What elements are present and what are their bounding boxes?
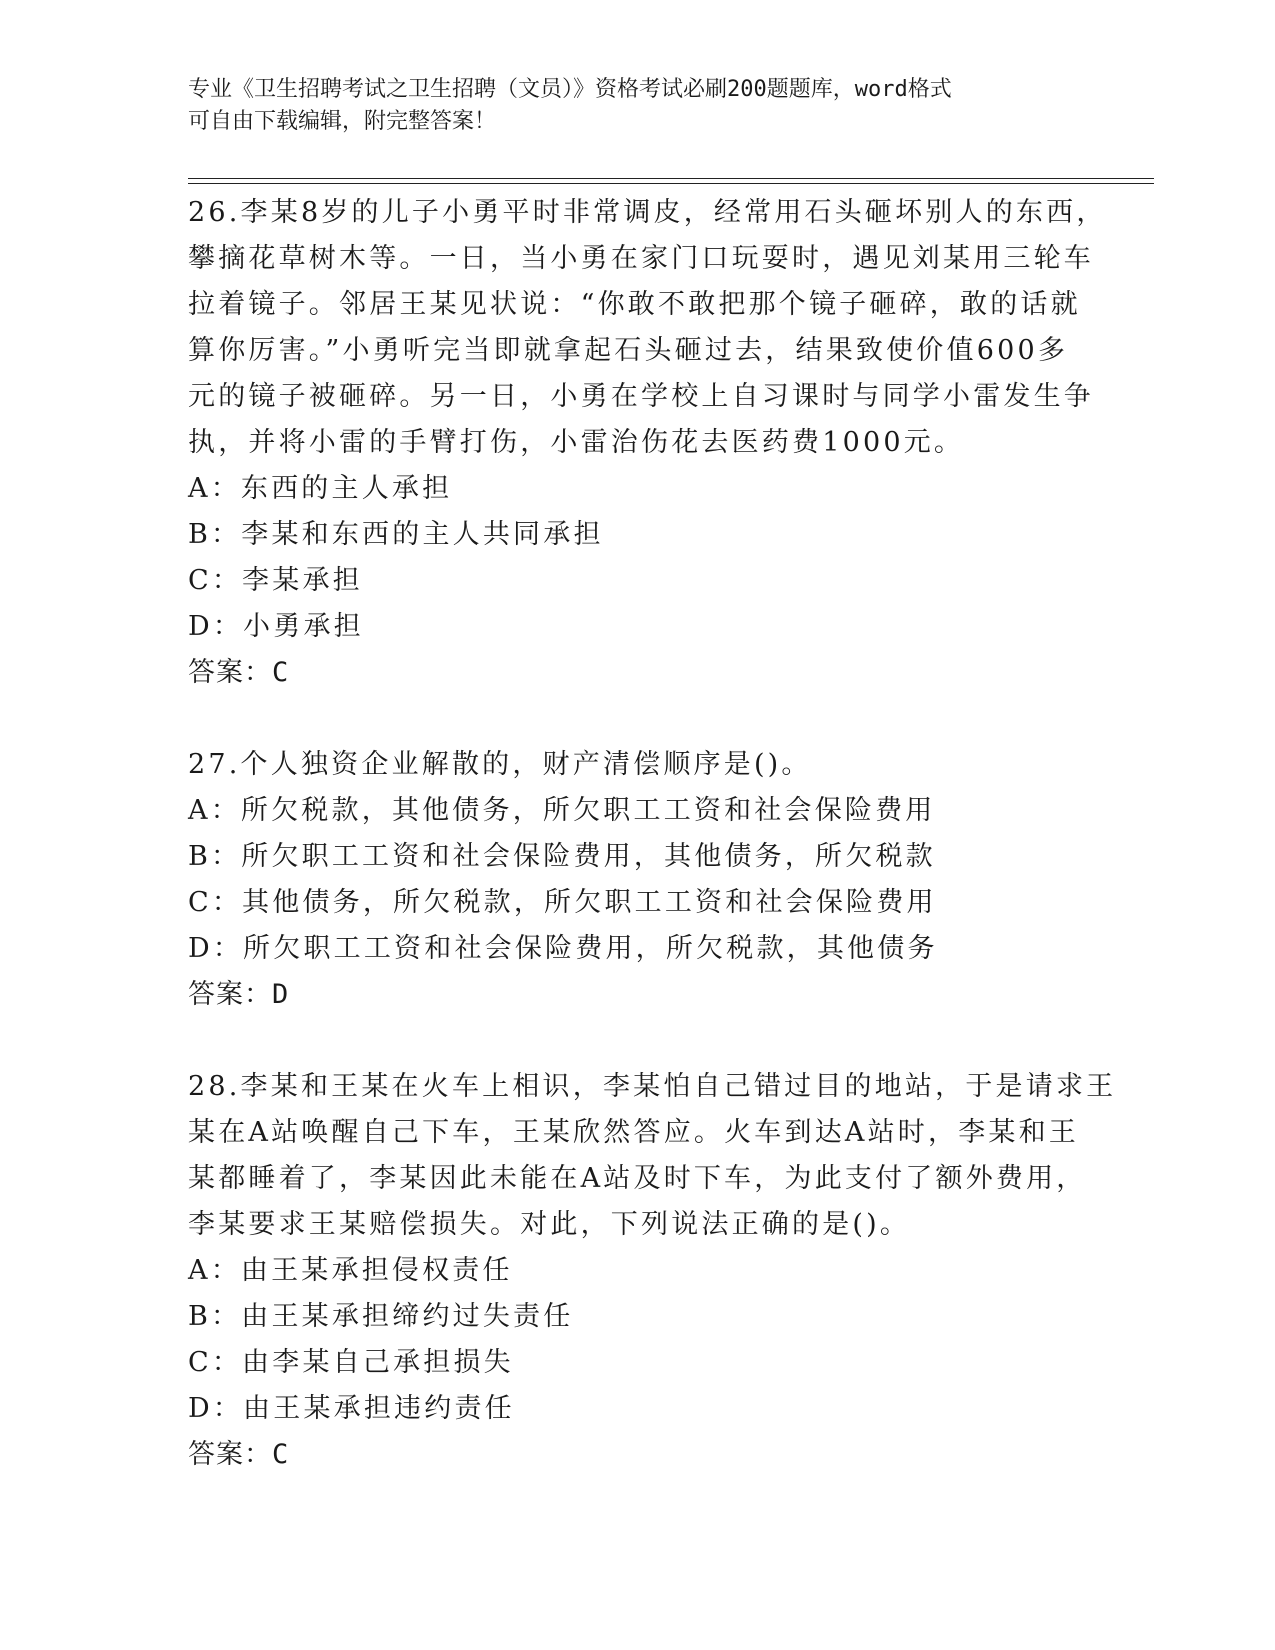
option-b: B：所欠职工工资和社会保险费用，其他债务，所欠税款	[188, 841, 936, 872]
answer-line: 答案：C	[188, 657, 290, 688]
question-stem-line: 元的镜子被砸碎。另一日，小勇在学校上自习课时与同学小雷发生争	[188, 381, 1094, 412]
question-spacer	[188, 1018, 1088, 1064]
option-a: A：所欠税款，其他债务，所欠职工工资和社会保险费用	[188, 795, 936, 826]
option-c: C：其他债务，所欠税款，所欠职工工资和社会保险费用	[188, 887, 937, 918]
option-c: C：李某承担	[188, 565, 363, 596]
answer-line: 答案：C	[188, 1439, 290, 1470]
question-spacer	[188, 696, 1088, 742]
header-title-line-2: 可自由下载编辑，附完整答案！	[188, 109, 497, 134]
option-d: D：小勇承担	[188, 611, 364, 642]
option-b: B：由王某承担缔约过失责任	[188, 1301, 574, 1332]
question-stem-line: 28.李某和王某在火车上相识，李某怕自己错过目的地站，于是请求王	[188, 1071, 1117, 1102]
option-a: A：东西的主人承担	[188, 473, 453, 504]
question-stem-line: 27.个人独资企业解散的，财产清偿顺序是()。	[188, 749, 812, 780]
option-d: D：由王某承担违约责任	[188, 1393, 515, 1424]
question-stem-line: 执，并将小雷的手臂打伤，小雷治伤花去医药费1000元。	[188, 427, 965, 458]
header-divider-top	[188, 178, 1154, 179]
question-28	[188, 1064, 1117, 1478]
question-27	[188, 742, 1088, 1018]
option-d: D：所欠职工工资和社会保险费用，所欠税款，其他债务	[188, 933, 938, 964]
question-stem-line: 李某要求王某赔偿损失。对此，下列说法正确的是()。	[188, 1209, 911, 1240]
question-26	[188, 190, 1107, 696]
question-stem-line: 26.李某8岁的儿子小勇平时非常调皮，经常用石头砸坏别人的东西，	[188, 197, 1107, 228]
option-b: B：李某和东西的主人共同承担	[188, 519, 604, 550]
question-stem-line: 某都睡着了，李某因此未能在A站及时下车，为此支付了额外费用，	[188, 1163, 1087, 1194]
option-c: C：由李某自己承担损失	[188, 1347, 514, 1378]
document-header	[188, 74, 1088, 138]
header-title-line-1: 专业《卫生招聘考试之卫生招聘（文员）》资格考试必刷200题题库，word格式	[188, 77, 952, 102]
question-list	[188, 190, 1117, 1478]
header-divider-bottom	[188, 183, 1154, 184]
answer-line: 答案：D	[188, 979, 290, 1010]
question-stem-line: 拉着镜子。邻居王某见状说：“你敢不敢把那个镜子砸碎，敢的话就	[188, 289, 1081, 320]
question-stem-line: 攀摘花草树木等。一日，当小勇在家门口玩耍时，遇见刘某用三轮车	[188, 243, 1094, 274]
question-stem-line: 某在A站唤醒自己下车，王某欣然答应。火车到达A站时，李某和王	[188, 1117, 1079, 1148]
question-stem-line: 算你厉害。”小勇听完当即就拿起石头砸过去，结果致使价值600多	[188, 335, 1069, 366]
option-a: A：由王某承担侵权责任	[188, 1255, 513, 1286]
